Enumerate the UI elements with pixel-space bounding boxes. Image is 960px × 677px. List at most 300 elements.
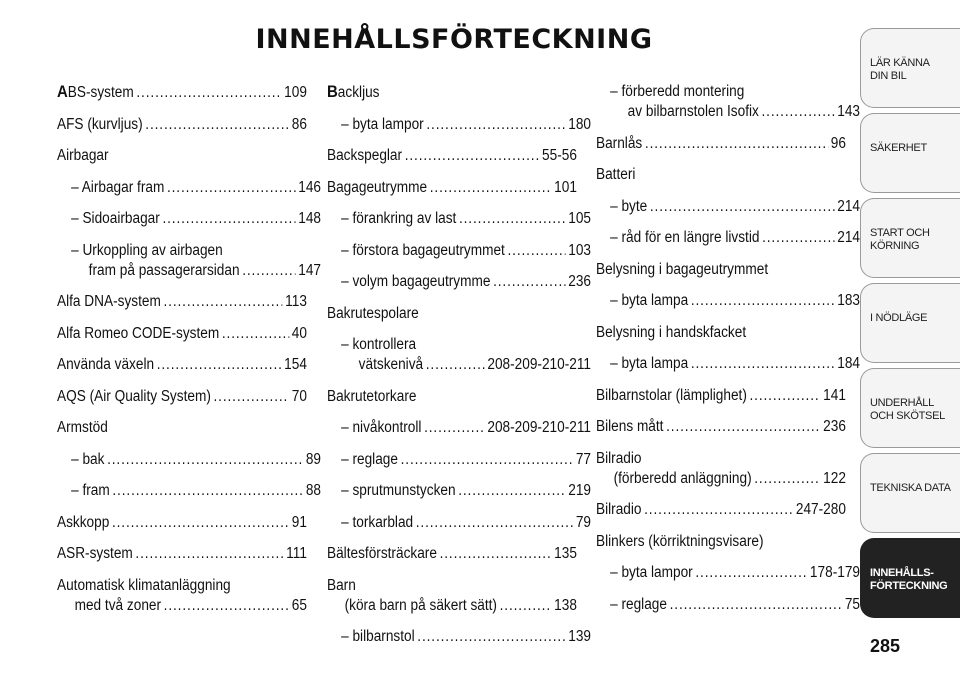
entry-page: 135 [554, 545, 577, 562]
index-entry[interactable] [327, 627, 591, 647]
entry-label: Barn [327, 576, 356, 594]
dot-leader [164, 596, 289, 616]
dot-leader [426, 355, 485, 375]
entry-text [341, 272, 490, 292]
entry-page: 75 [844, 595, 860, 613]
index-entry[interactable] [57, 82, 307, 103]
index-column-3 [596, 82, 860, 626]
entry-label: – byta lampa [610, 355, 689, 372]
entry-line [57, 418, 307, 438]
dot-leader [163, 292, 282, 312]
entry-label: Bakrutespolare [327, 304, 419, 322]
entry-label: Bilens mått [596, 418, 664, 435]
index-column-2 [327, 82, 591, 659]
dot-leader [222, 324, 289, 344]
dot-leader [135, 544, 283, 564]
entry-line [71, 241, 321, 261]
dot-leader [426, 115, 565, 135]
entry-text [341, 481, 455, 501]
index-entry[interactable] [327, 576, 577, 616]
index-entry[interactable] [57, 146, 307, 166]
entry-page: 148 [298, 210, 321, 227]
entry-page: 146 [298, 178, 321, 196]
entry-continuation: (förberedd anläggning) [613, 469, 752, 487]
index-entry[interactable] [327, 178, 577, 198]
dot-leader [401, 450, 574, 470]
entry-label: – bak [71, 450, 105, 468]
entry-line [341, 209, 591, 229]
entry-page: 143 [837, 103, 860, 120]
entry-line [71, 481, 321, 501]
chapter-tab[interactable] [860, 538, 960, 618]
entry-label: – byta lampor [341, 115, 424, 133]
entry-page: 40 [291, 324, 307, 342]
index-entry[interactable] [327, 513, 591, 533]
index-entry[interactable] [596, 386, 846, 406]
entry-continuation-line [71, 261, 321, 281]
dot-leader [493, 272, 566, 292]
entry-label: Backspeglar [327, 147, 403, 164]
entry-page: 247-280 [795, 501, 846, 518]
index-entry[interactable] [57, 450, 321, 470]
index-entry[interactable] [327, 544, 577, 564]
index-entry[interactable] [596, 563, 860, 583]
chapter-tabs [860, 28, 960, 623]
dot-leader [691, 291, 835, 311]
index-entry[interactable] [57, 513, 307, 533]
entry-line [57, 513, 307, 533]
entry-text [610, 563, 693, 583]
entry-label: Bagageutrymme [327, 178, 428, 196]
entry-label: Bilradio [596, 449, 642, 467]
entry-label: – bilbarnstol [341, 628, 415, 645]
entry-line [596, 417, 846, 437]
entry-text [610, 82, 744, 102]
entry-page: 88 [305, 482, 321, 499]
entry-initial-letter: A [57, 82, 68, 101]
index-entry[interactable] [57, 481, 321, 501]
entry-text [71, 178, 164, 198]
entry-line [57, 355, 307, 375]
entry-text [610, 291, 688, 311]
index-entry[interactable] [327, 387, 577, 407]
index-entry[interactable] [327, 241, 591, 261]
dot-leader [500, 596, 552, 616]
entry-label: – kontrollera [341, 336, 417, 353]
chapter-tab-label: LÄR KÄNNA [870, 57, 930, 69]
entry-label: Airbagar [57, 147, 109, 164]
entry-text [57, 418, 108, 438]
index-entry[interactable] [596, 134, 846, 154]
index-entry[interactable] [57, 387, 307, 407]
index-entry[interactable] [596, 323, 846, 343]
entry-line [57, 146, 307, 166]
entry-line [57, 576, 307, 596]
entry-page: 236 [823, 418, 846, 435]
index-entry[interactable] [327, 115, 591, 135]
dot-leader [459, 209, 566, 229]
chapter-tab[interactable] [860, 283, 960, 363]
index-entry[interactable] [327, 209, 591, 229]
entry-text [71, 241, 223, 261]
entry-line [610, 563, 860, 583]
entry-label: – Airbagar fram [71, 178, 165, 196]
index-entry[interactable] [327, 304, 577, 324]
entry-line [327, 178, 577, 198]
index-entry[interactable] [327, 146, 577, 166]
entry-label: – förankring av last [341, 210, 457, 227]
dot-leader [750, 386, 821, 406]
chapter-tab[interactable] [860, 368, 960, 448]
entry-label: – Urkoppling av airbagen [71, 241, 223, 259]
entry-text [341, 335, 416, 355]
entry-text [71, 481, 110, 501]
index-entry[interactable] [596, 197, 860, 217]
entry-page: 109 [284, 84, 307, 101]
chapter-tab-label: KÖRNING [870, 240, 920, 252]
entry-label: – förstora bagageutrymmet [341, 241, 505, 259]
chapter-tab-label: SÄKERHET [870, 142, 927, 154]
entry-line [596, 260, 846, 280]
entry-page: 113 [285, 293, 307, 310]
entry-continuation-line [57, 596, 307, 616]
entry-label: Batteri [596, 166, 636, 183]
entry-initial-letter: B [327, 82, 338, 101]
entry-line [596, 134, 846, 154]
entry-label: Bakrutetorkare [327, 387, 417, 405]
entry-text [341, 513, 413, 533]
chapter-tab-label: FÖRTECKNING [870, 580, 948, 592]
index-entry[interactable] [596, 260, 846, 280]
entry-label: – reglage [610, 595, 667, 613]
entry-page: 184 [837, 355, 860, 372]
entry-line [341, 627, 591, 647]
entry-text [596, 165, 635, 185]
index-entry[interactable] [596, 532, 846, 552]
chapter-tab[interactable] [860, 28, 960, 108]
entry-label: Alfa DNA-system [57, 293, 161, 310]
entry-continuation-line [610, 102, 860, 122]
chapter-tab-label: INNEHÅLLS- [870, 567, 934, 579]
entry-label: – förberedd montering [610, 83, 745, 100]
entry-continuation-line [327, 596, 577, 616]
dot-leader [691, 354, 835, 374]
index-entry[interactable] [57, 115, 307, 135]
index-entry[interactable] [596, 228, 860, 248]
entry-text [71, 209, 160, 229]
entry-label: – torkarblad [341, 513, 414, 531]
entry-label: ASR-system [57, 545, 133, 562]
index-entry[interactable] [57, 576, 307, 616]
index-entry[interactable] [327, 418, 591, 438]
entry-page: 96 [830, 134, 846, 152]
entry-text [610, 197, 647, 217]
dot-leader [666, 417, 820, 437]
entry-line [327, 82, 577, 103]
entry-page: 141 [823, 386, 846, 404]
chapter-tab-label: TEKNISKA DATA [870, 482, 951, 494]
entry-page: 154 [284, 356, 307, 373]
entry-line [341, 335, 591, 355]
index-entry[interactable] [57, 418, 307, 438]
entry-label: ackljus [337, 84, 380, 101]
entry-line [71, 450, 321, 470]
entry-line [327, 146, 577, 166]
dot-leader [157, 355, 282, 375]
entry-page: 214 [837, 229, 860, 246]
entry-page: 139 [568, 628, 591, 645]
index-entry[interactable] [596, 500, 846, 520]
dot-leader [136, 83, 281, 103]
entry-line [610, 595, 860, 615]
entry-page: 236 [568, 273, 591, 290]
entry-page: 70 [291, 387, 307, 405]
entry-page: 178-179 [809, 564, 860, 581]
entry-continuation-line [341, 355, 591, 375]
entry-page: 105 [568, 210, 591, 227]
entry-line [341, 241, 591, 261]
dot-leader [754, 469, 820, 489]
entry-line [596, 165, 846, 185]
entry-label: Bältesförsträckare [327, 545, 437, 562]
entry-line [57, 324, 307, 344]
dot-leader [416, 513, 573, 533]
entry-page: 219 [568, 482, 591, 499]
entry-line [341, 481, 591, 501]
entry-line [341, 418, 591, 438]
entry-line [596, 386, 846, 406]
index-entry[interactable] [596, 82, 860, 122]
dot-leader [458, 481, 565, 501]
entry-text [596, 417, 663, 437]
entry-text [596, 532, 764, 552]
entry-page: 180 [568, 115, 591, 133]
entry-label: Belysning i bagageutrymmet [596, 260, 769, 278]
entry-text [341, 241, 505, 261]
index-column-1 [57, 82, 321, 627]
entry-text [610, 354, 688, 374]
dot-leader [507, 241, 565, 261]
entry-text [57, 146, 109, 166]
entry-label: Armstöd [57, 419, 108, 436]
dot-leader [650, 197, 835, 217]
entry-text [57, 115, 143, 135]
entry-continuation: (köra barn på säkert sätt) [344, 596, 497, 614]
entry-page: 89 [305, 450, 321, 468]
entry-text [57, 324, 219, 344]
entry-text [341, 209, 456, 229]
index-entry[interactable] [327, 481, 591, 501]
entry-page: 183 [837, 292, 860, 309]
entry-label: – byte [610, 197, 648, 215]
entry-label: Belysning i handskfacket [596, 323, 747, 341]
entry-text [327, 387, 416, 407]
index-entry[interactable] [57, 178, 321, 198]
entry-page: 79 [575, 513, 591, 531]
entry-label: Alfa Romeo CODE-system [57, 324, 220, 342]
entry-text [57, 544, 133, 564]
dot-leader [761, 102, 834, 122]
entry-label: Bilbarnstolar (lämplighet) [596, 386, 747, 404]
entry-label: – sprutmunstycken [341, 482, 456, 499]
index-entry[interactable] [57, 355, 307, 375]
dot-leader [695, 563, 807, 583]
entry-page: 208-209-210-211 [487, 419, 591, 436]
chapter-tab-label: DIN BIL [870, 70, 907, 82]
index-entry[interactable] [596, 165, 846, 185]
entry-text [341, 115, 424, 135]
dot-leader [145, 115, 289, 135]
entry-line [71, 209, 321, 229]
entry-line [596, 500, 846, 520]
entry-line [596, 532, 846, 552]
chapter-tab[interactable] [860, 453, 960, 533]
chapter-tab-label: OCH SKÖTSEL [870, 410, 945, 422]
dot-leader [644, 500, 793, 520]
dot-leader [417, 627, 565, 647]
entry-text [327, 82, 380, 103]
index-entry[interactable] [57, 292, 307, 312]
index-entry[interactable] [327, 335, 591, 375]
entry-text [57, 355, 154, 375]
entry-line [341, 513, 591, 533]
entry-text [596, 386, 747, 406]
dot-leader [167, 178, 296, 198]
index-entry[interactable] [596, 595, 860, 615]
index-entry[interactable] [327, 450, 591, 470]
entry-text [596, 500, 641, 520]
page-number: 285 [870, 636, 901, 656]
entry-page: 122 [823, 469, 846, 487]
entry-text [610, 595, 667, 615]
entry-line [610, 291, 860, 311]
entry-text [327, 544, 437, 564]
index-entry[interactable] [596, 449, 846, 489]
dot-leader [242, 261, 295, 281]
entry-label: AFS (kurvljus) [57, 115, 143, 133]
entry-text [57, 513, 109, 533]
entry-text [341, 450, 398, 470]
index-entry[interactable] [57, 324, 307, 344]
entry-label: Använda växeln [57, 356, 155, 373]
dot-leader [670, 595, 843, 615]
entry-line [341, 450, 591, 470]
entry-text [596, 134, 642, 154]
entry-line [57, 292, 307, 312]
entry-label: BS-system [67, 84, 134, 101]
entry-page: 91 [291, 513, 307, 531]
entry-text [327, 146, 402, 166]
index-entry[interactable] [57, 544, 307, 564]
entry-line [610, 354, 860, 374]
entry-line [71, 178, 321, 198]
dot-leader [430, 178, 552, 198]
chapter-tab-label: START OCH [870, 227, 930, 239]
entry-page: 147 [298, 261, 321, 279]
entry-line [341, 272, 591, 292]
entry-continuation: med två zoner [74, 596, 162, 614]
index-entry[interactable] [327, 82, 577, 103]
index-entry[interactable] [57, 241, 321, 281]
dot-leader [162, 209, 295, 229]
entry-page: 55-56 [542, 147, 577, 164]
entry-label: – reglage [341, 450, 398, 468]
entry-text [596, 449, 641, 469]
entry-text [57, 387, 211, 407]
dot-leader [112, 481, 303, 501]
dot-leader [440, 544, 552, 564]
entry-label: Blinkers (körriktningsvisare) [596, 532, 764, 550]
entry-line [610, 82, 860, 102]
entry-line [596, 323, 846, 343]
dot-leader [112, 513, 289, 533]
entry-text [57, 82, 134, 103]
entry-label: Askkopp [57, 513, 110, 531]
entry-label: – fram [71, 482, 110, 499]
dot-leader [405, 146, 540, 166]
entry-page: 103 [568, 241, 591, 259]
index-entry[interactable] [596, 291, 860, 311]
entry-line [610, 228, 860, 248]
entry-continuation: vätskenivå [358, 356, 424, 373]
entry-text [341, 418, 421, 438]
entry-label: – nivåkontroll [341, 419, 422, 436]
entry-line [57, 544, 307, 564]
entry-line [327, 544, 577, 564]
entry-line [327, 387, 577, 407]
chapter-tab[interactable] [860, 198, 960, 278]
entry-line [596, 449, 846, 469]
entry-page: 111 [286, 545, 307, 562]
entry-line [610, 197, 860, 217]
chapter-tab-label: I NÖDLÄGE [870, 312, 928, 324]
entry-line [57, 115, 307, 135]
entry-label: AQS (Air Quality System) [57, 387, 211, 405]
entry-page: 138 [554, 596, 577, 614]
entry-label: – byta lampa [610, 292, 689, 309]
entry-text [327, 304, 419, 324]
entry-page: 86 [291, 115, 307, 133]
dot-leader [214, 387, 290, 407]
entry-label: – Sidoairbagar [71, 210, 160, 227]
dot-leader [107, 450, 303, 470]
dot-leader [762, 228, 835, 248]
chapter-tab[interactable] [860, 113, 960, 193]
entry-label: – råd för en längre livstid [610, 229, 760, 246]
entry-label: Barnlås [596, 134, 643, 152]
index-entry[interactable] [596, 417, 846, 437]
entry-line [57, 82, 307, 103]
dot-leader [645, 134, 828, 154]
entry-page: 101 [554, 178, 577, 196]
entry-text [71, 450, 104, 470]
entry-label: – volym bagageutrymme [341, 273, 491, 290]
chapter-tab-label: UNDERHÅLL [870, 397, 934, 409]
index-entry[interactable] [57, 209, 321, 229]
entry-continuation: av bilbarnstolen Isofix [627, 103, 759, 120]
page-title: INNEHÅLLSFÖRTECKNING [255, 24, 653, 55]
entry-page: 77 [575, 450, 591, 468]
entry-line [327, 576, 577, 596]
entry-page: 65 [291, 596, 307, 614]
entry-label: Automatisk klimatanläggning [57, 576, 231, 594]
entry-page: 208-209-210-211 [487, 356, 591, 373]
index-entry[interactable] [327, 272, 591, 292]
entry-label: – byta lampor [610, 564, 693, 581]
entry-line [341, 115, 591, 135]
entry-line [57, 387, 307, 407]
index-entry[interactable] [596, 354, 860, 374]
